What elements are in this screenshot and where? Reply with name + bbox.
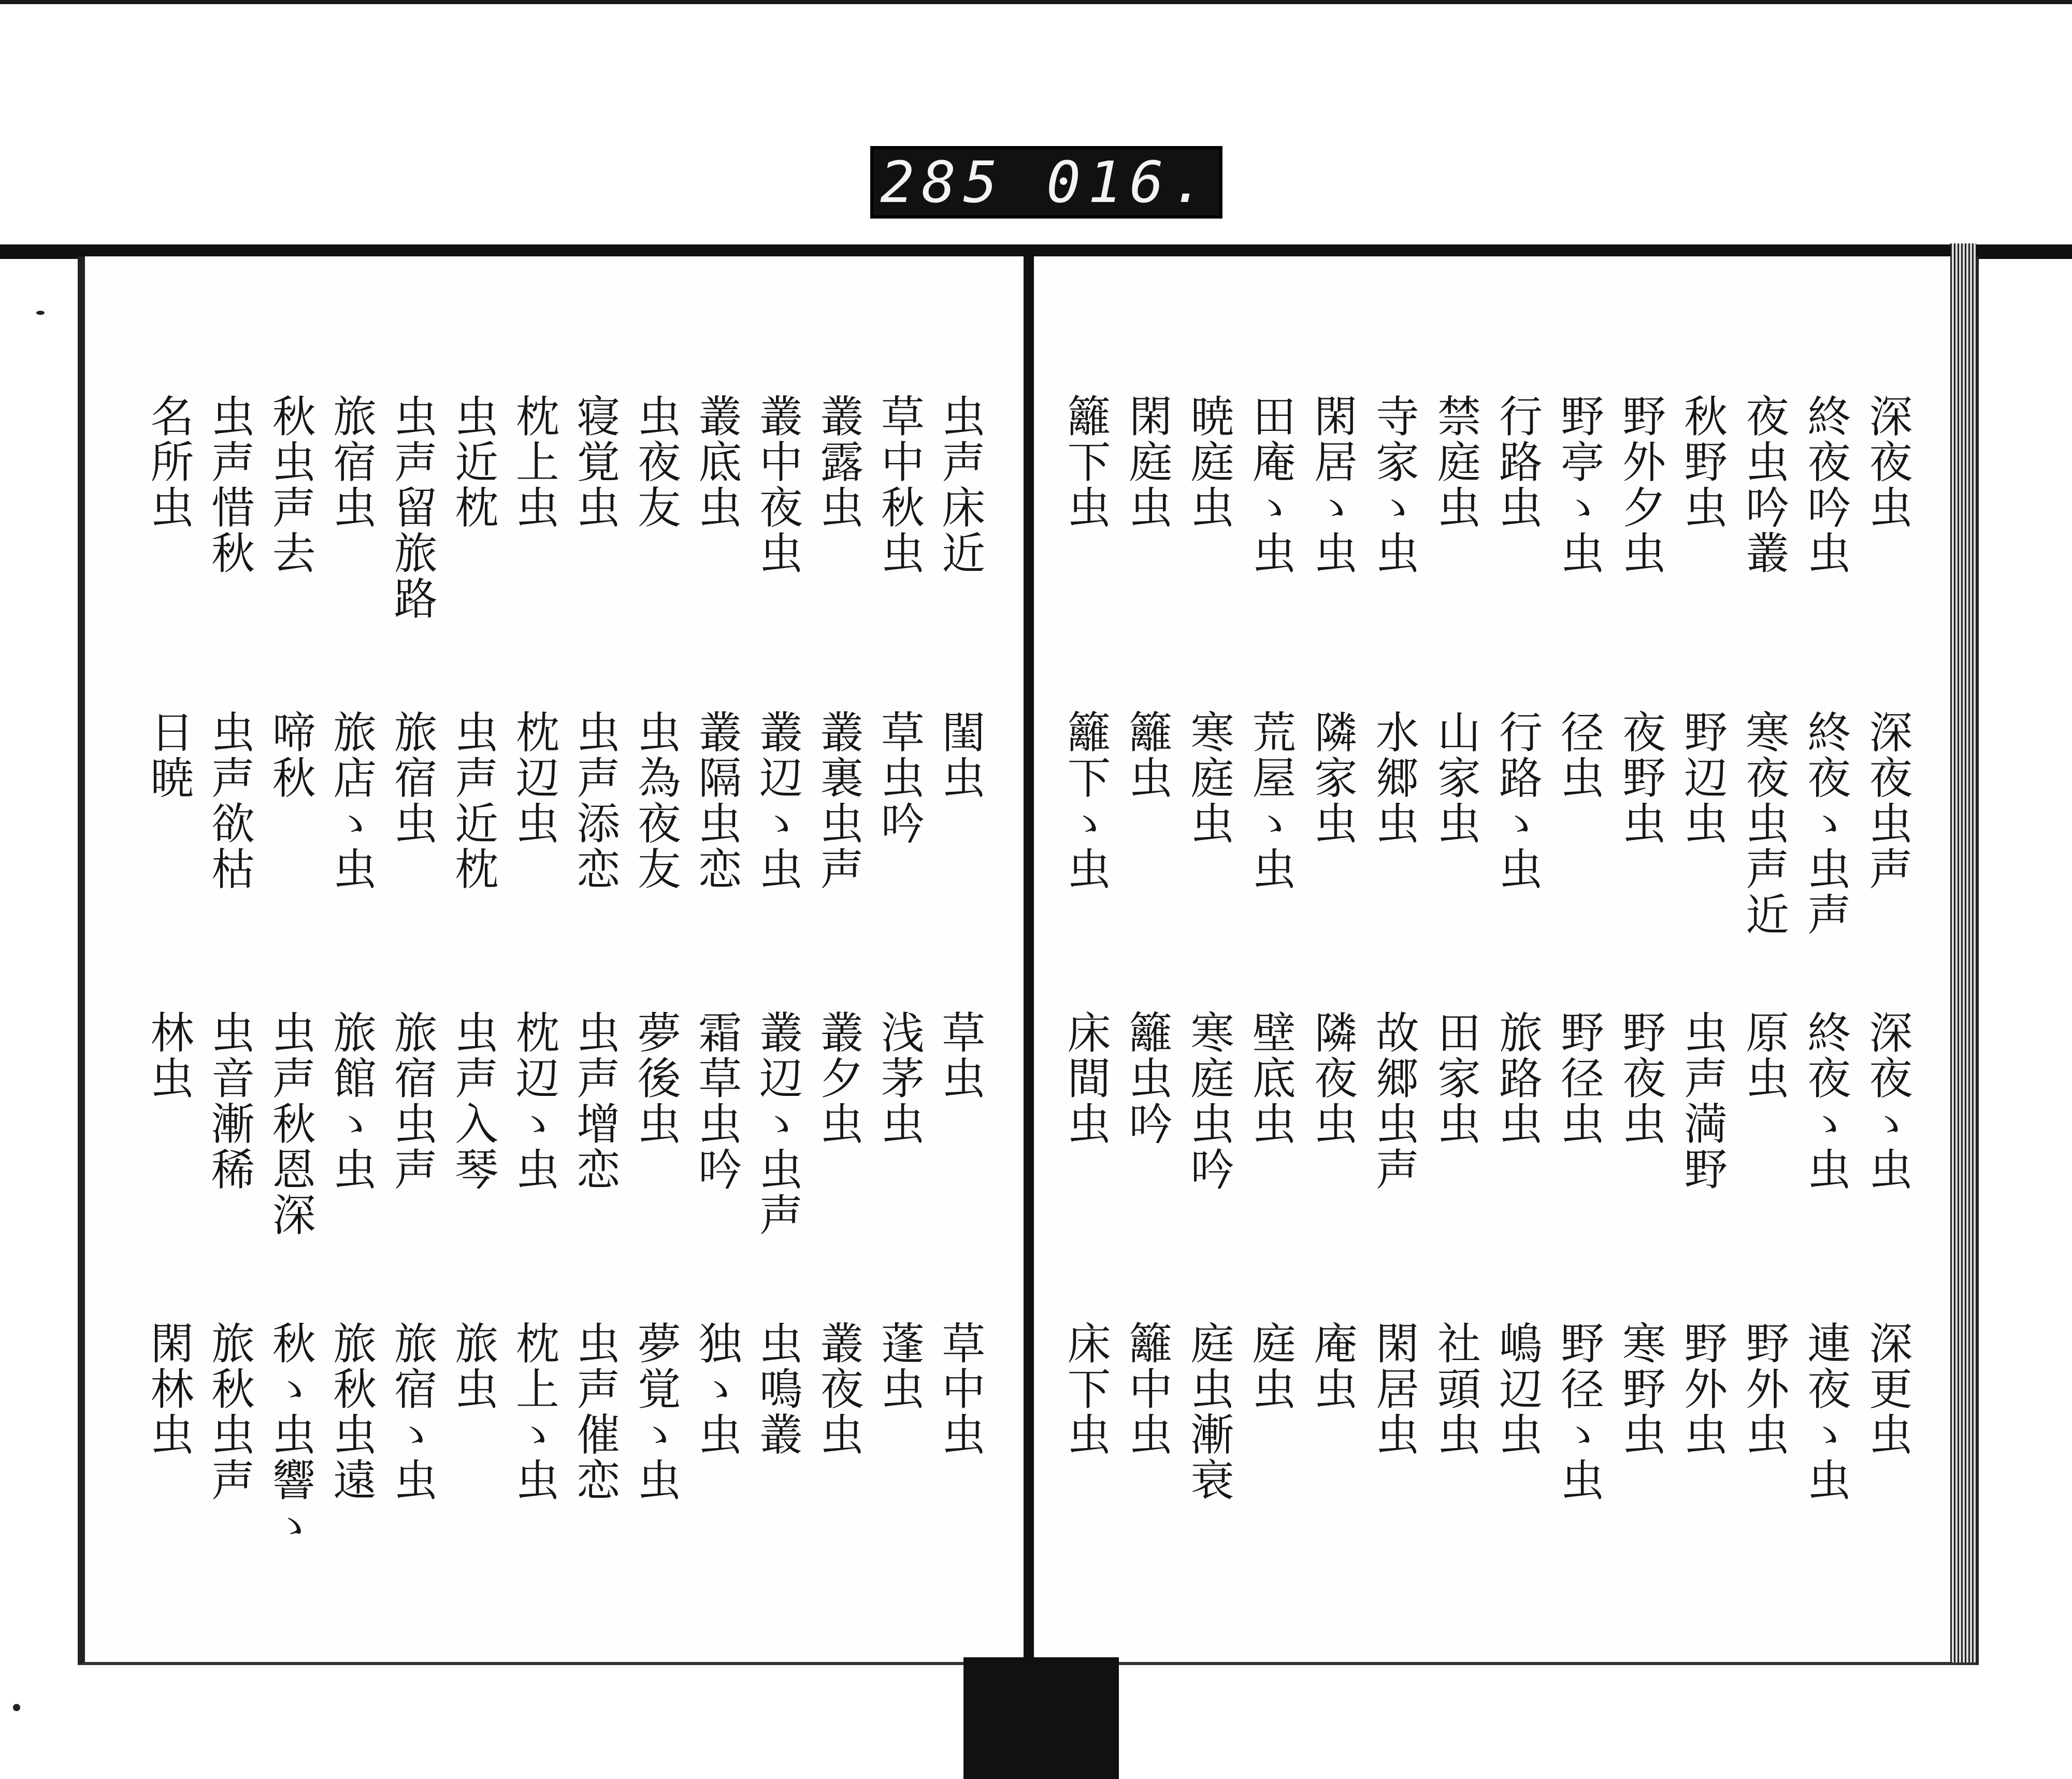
poem-topic-entry: 籬中虫 — [1122, 1321, 1173, 1457]
poem-topic-entry: 虫声增恋 — [569, 1010, 621, 1192]
poem-topic-entry: 籬虫吟 — [1122, 1010, 1173, 1147]
poem-topic-entry: 叢辺ゝ虫 — [752, 710, 803, 892]
poem-topic-entry: 夢後虫 — [630, 1010, 682, 1147]
poem-topic-entry: 旅宿ゝ虫 — [387, 1321, 438, 1503]
poem-topic-entry: 虫声留旅路 — [387, 394, 438, 621]
poem-topic-entry: 虫声床近 — [934, 394, 986, 576]
poem-topic-entry: 嶋辺虫 — [1492, 1321, 1543, 1457]
poem-topic-entry: 閑居ゝ虫 — [1307, 394, 1358, 576]
poem-topic-entry: 枕辺虫 — [509, 710, 560, 846]
poem-topic-entry: 林虫 — [143, 1010, 194, 1101]
poem-topic-entry: 野径虫 — [1553, 1010, 1605, 1147]
scan-top-edge — [0, 0, 2072, 4]
poem-topic-entry: 寺家ゝ虫 — [1369, 394, 1420, 576]
text-column — [1365, 394, 1423, 1533]
text-column — [1118, 394, 1176, 1533]
poem-topic-entry: 野径ゝ虫 — [1553, 1321, 1605, 1503]
poem-topic-entry: 枕上ゝ虫 — [509, 1321, 560, 1503]
poem-topic-entry: 庭虫 — [1245, 1321, 1297, 1412]
poem-topic-entry: 独ゝ虫 — [691, 1321, 742, 1457]
poem-topic-entry: 啼秋 — [265, 710, 316, 801]
poem-topic-entry: 旅店ゝ虫 — [326, 710, 377, 892]
poem-topic-entry: 霜草虫吟 — [691, 1010, 742, 1192]
text-column — [931, 394, 989, 1533]
poem-topic-entry: 夢覚ゝ虫 — [630, 1321, 682, 1503]
text-column — [810, 394, 868, 1533]
poem-topic-entry: 旅館ゝ虫 — [326, 1010, 377, 1192]
poem-topic-entry: 荒屋ゝ虫 — [1245, 710, 1297, 892]
poem-topic-entry: 秋ゝ虫響ゝ — [265, 1321, 316, 1549]
text-column — [1797, 394, 1855, 1533]
poem-topic-entry: 寒夜虫声近 — [1738, 710, 1790, 937]
poem-topic-entry: 叢夜虫 — [813, 1321, 864, 1457]
poem-topic-entry: 虫声添恋 — [569, 710, 621, 892]
poem-topic-entry: 庵虫 — [1307, 1321, 1358, 1412]
poem-topic-entry: 旅宿虫 — [387, 710, 438, 846]
text-column — [1612, 394, 1670, 1533]
poem-topic-entry: 旅虫 — [448, 1321, 499, 1412]
poem-topic-entry: 枕上虫 — [509, 394, 560, 530]
poem-topic-entry: 壁底虫 — [1245, 1010, 1297, 1147]
book-gutter — [1024, 256, 1034, 1662]
poem-topic-entry: 寒庭虫 — [1184, 710, 1235, 846]
text-column — [262, 394, 320, 1549]
poem-topic-entry: 田家虫 — [1430, 1010, 1481, 1147]
poem-topic-entry: 虫声入琴 — [448, 1010, 499, 1192]
poem-topic-entry: 寝覚虫 — [569, 394, 621, 530]
poem-topic-entry: 日暁 — [143, 710, 194, 801]
poem-topic-entry: 旅路虫 — [1492, 1010, 1543, 1147]
poem-topic-entry: 叢露虫 — [813, 394, 864, 530]
poem-topic-entry: 田庵ゝ虫 — [1245, 394, 1297, 576]
poem-topic-entry: 叢辺ゝ虫声 — [752, 1010, 803, 1238]
text-column — [1674, 394, 1732, 1533]
poem-topic-entry: 叢隔虫恋 — [691, 710, 742, 892]
text-column — [1242, 394, 1300, 1533]
poem-topic-entry: 野外夕虫 — [1615, 394, 1666, 576]
poem-topic-entry: 野辺虫 — [1677, 710, 1728, 846]
poem-topic-entry: 連夜ゝ虫 — [1800, 1321, 1851, 1503]
poem-topic-entry: 深更虫 — [1862, 1321, 1913, 1457]
poem-topic-entry: 虫為夜友 — [630, 710, 682, 892]
text-column — [140, 394, 198, 1533]
poem-topic-entry: 野亭ゝ虫 — [1553, 394, 1605, 576]
poem-topic-entry: 草虫 — [934, 1010, 986, 1101]
text-column — [1057, 394, 1115, 1533]
poem-topic-entry: 隣夜虫 — [1307, 1010, 1358, 1147]
poem-topic-entry: 旅宿虫 — [326, 394, 377, 530]
poem-topic-entry: 深夜ゝ虫 — [1862, 1010, 1913, 1192]
poem-topic-entry: 旅秋虫声 — [204, 1321, 255, 1503]
text-column — [383, 394, 441, 1533]
poem-topic-entry: 夜野虫 — [1615, 710, 1666, 846]
left-page-text — [140, 394, 989, 1549]
poem-topic-entry: 閑居虫 — [1369, 1321, 1420, 1457]
text-column — [870, 394, 928, 1533]
poem-topic-entry: 虫声欲枯 — [204, 710, 255, 892]
poem-topic-entry: 虫夜友 — [630, 394, 682, 530]
poem-topic-entry: 虫近枕 — [448, 394, 499, 530]
poem-topic-entry: 虫音漸稀 — [204, 1010, 255, 1192]
poem-topic-entry: 旅秋虫遠 — [326, 1321, 377, 1503]
poem-topic-entry: 深夜虫声 — [1862, 710, 1913, 892]
poem-topic-entry: 野夜虫 — [1615, 1010, 1666, 1147]
page-edges — [1950, 243, 1976, 1662]
poem-topic-entry: 社頭虫 — [1430, 1321, 1481, 1457]
text-column — [627, 394, 685, 1533]
poem-topic-entry: 行路虫 — [1492, 394, 1543, 530]
poem-topic-entry: 虫声惜秋 — [204, 394, 255, 576]
gutter-binding-shadow — [963, 1657, 1119, 1779]
poem-topic-entry: 秋野虫 — [1677, 394, 1728, 530]
text-column — [688, 394, 746, 1533]
text-column — [1303, 394, 1361, 1533]
poem-topic-entry: 枕辺ゝ虫 — [509, 1010, 560, 1192]
poem-topic-entry: 原虫 — [1738, 1010, 1790, 1101]
poem-topic-entry: 草中虫 — [934, 1321, 986, 1457]
poem-topic-entry: 叢中夜虫 — [752, 394, 803, 576]
poem-topic-entry: 行路ゝ虫 — [1492, 710, 1543, 892]
poem-topic-entry: 虫声近枕 — [448, 710, 499, 892]
poem-topic-entry: 水郷虫 — [1369, 710, 1420, 846]
poem-topic-entry: 叢裏虫声 — [813, 710, 864, 892]
poem-topic-entry: 旅宿虫声 — [387, 1010, 438, 1192]
text-column — [323, 394, 381, 1533]
text-column — [1859, 394, 1917, 1533]
poem-topic-entry: 籬下虫 — [1060, 394, 1111, 530]
poem-topic-entry: 床下虫 — [1060, 1321, 1111, 1457]
poem-topic-entry: 故郷虫声 — [1369, 1010, 1420, 1192]
poem-topic-entry: 浅茅虫 — [874, 1010, 925, 1147]
poem-topic-entry: 深夜虫 — [1862, 394, 1913, 530]
poem-topic-entry: 閨虫 — [934, 710, 986, 801]
scan-speck — [13, 1704, 20, 1711]
poem-topic-entry: 暁庭虫 — [1184, 394, 1235, 530]
poem-topic-entry: 寒庭虫吟 — [1184, 1010, 1235, 1192]
poem-topic-entry: 禁庭虫 — [1430, 394, 1481, 530]
poem-topic-entry: 終夜ゝ虫声 — [1800, 710, 1851, 937]
poem-topic-entry: 山家虫 — [1430, 710, 1481, 846]
poem-topic-entry: 閑林虫 — [143, 1321, 194, 1457]
poem-topic-entry: 終夜吟虫 — [1800, 394, 1851, 576]
scan-speck — [36, 311, 45, 315]
text-column — [1735, 394, 1793, 1533]
poem-topic-entry: 終夜ゝ虫 — [1800, 1010, 1851, 1192]
text-column — [566, 394, 624, 1533]
poem-topic-entry: 隣家虫 — [1307, 710, 1358, 846]
text-column — [201, 394, 259, 1533]
text-column — [1488, 394, 1546, 1533]
text-column — [749, 394, 807, 1533]
poem-topic-entry: 秋虫声去 — [265, 394, 316, 576]
poem-topic-entry: 寒野虫 — [1615, 1321, 1666, 1457]
poem-topic-entry: 径虫 — [1553, 710, 1605, 801]
poem-topic-entry: 名所虫 — [143, 394, 194, 530]
microfilm-frame-number: 285 016. — [870, 146, 1222, 219]
text-column — [1180, 394, 1238, 1533]
poem-topic-entry: 草虫吟 — [874, 710, 925, 846]
poem-topic-entry: 虫声満野 — [1677, 1010, 1728, 1192]
poem-topic-entry: 叢夕虫 — [813, 1010, 864, 1147]
text-column — [505, 394, 563, 1533]
right-page-text — [1057, 394, 1917, 1533]
poem-topic-entry: 閑庭虫 — [1122, 394, 1173, 530]
poem-topic-entry: 虫鳴叢 — [752, 1321, 803, 1457]
poem-topic-entry: 夜虫吟叢 — [1738, 394, 1790, 576]
poem-topic-entry: 蓬虫 — [874, 1321, 925, 1412]
poem-topic-entry: 籬虫 — [1122, 710, 1173, 801]
poem-topic-entry: 虫声催恋 — [569, 1321, 621, 1503]
text-column — [444, 394, 502, 1533]
poem-topic-entry: 野外虫 — [1677, 1321, 1728, 1457]
poem-topic-entry: 草中秋虫 — [874, 394, 925, 576]
poem-topic-entry: 野外虫 — [1738, 1321, 1790, 1457]
text-column — [1550, 394, 1608, 1533]
poem-topic-entry: 籬下ゝ虫 — [1060, 710, 1111, 892]
text-column — [1427, 394, 1485, 1533]
poem-topic-entry: 床間虫 — [1060, 1010, 1111, 1147]
poem-topic-entry: 叢底虫 — [691, 394, 742, 530]
poem-topic-entry: 虫声秋恩深 — [265, 1010, 316, 1238]
poem-topic-entry: 庭虫漸衰 — [1184, 1321, 1235, 1503]
